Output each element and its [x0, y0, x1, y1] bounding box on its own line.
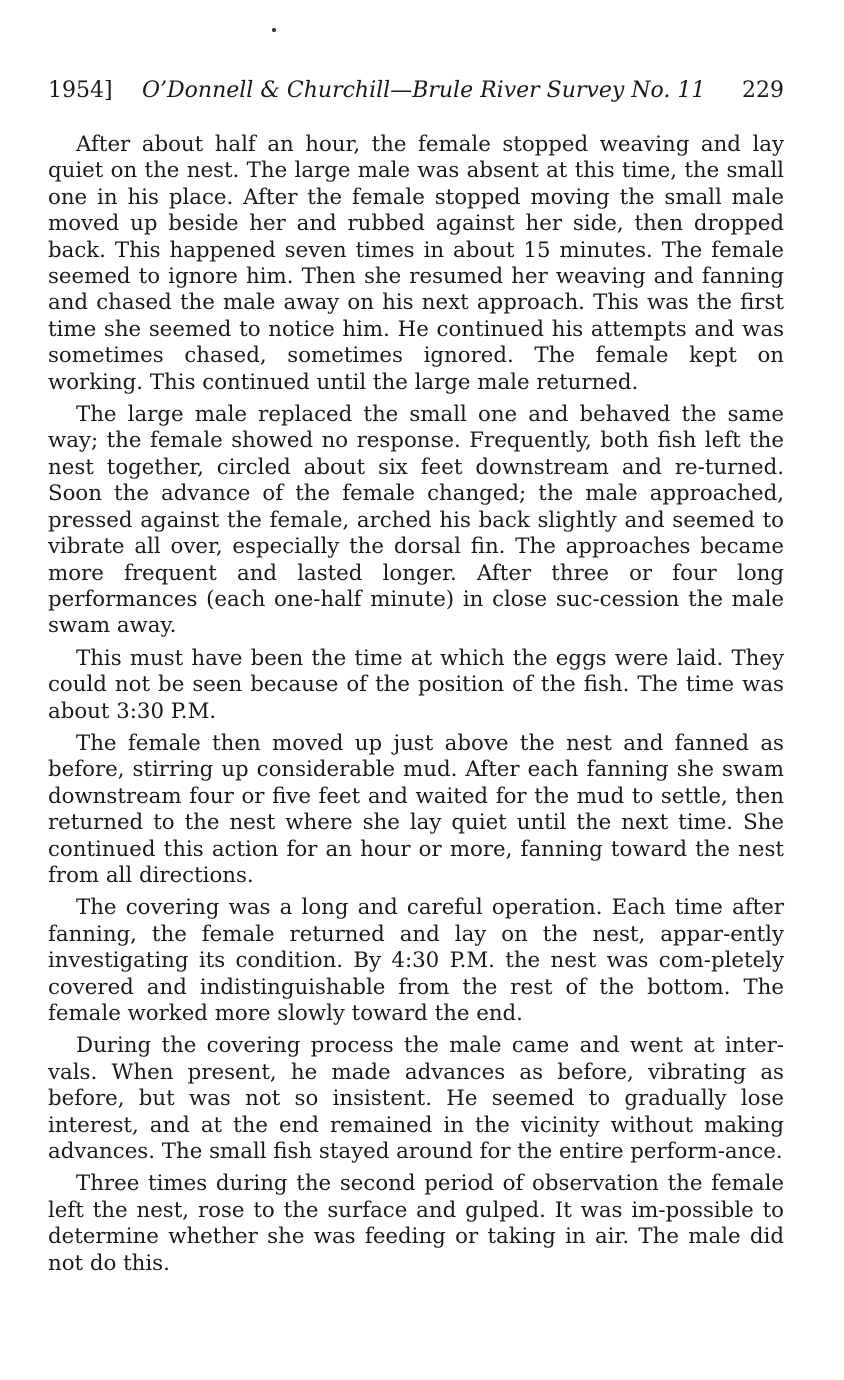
paragraph-3: This must have been the time at which the eggs were laid. They could not be seen because of the position of the fish. The time was about 3:30 P.M.	[48, 645, 784, 724]
paragraph-1: After about half an hour, the female stopped weaving and lay quiet on the nest. The large male was absent at this time, the small one in his place. After the female stopped moving the small male moved up beside her and rubbed against her side, then dropped back. This happened seven times in about 15 minutes. The female seemed to ignore him. Then she resumed her weaving and fanning and chased the male away on his next approach. This was the first time she seemed to notice him. He continued his attempts and was sometimes chased, sometimes ignored. The female kept on working. This continued until the large male returned.	[48, 132, 784, 395]
paragraph-7: Three times during the second period of observation the female left the nest, rose to the surface and gulped. It was im-possible to determine whether she was feeding or taking in air. The male did not do this.	[48, 1171, 784, 1276]
print-speck	[272, 28, 276, 32]
page-number: 229	[742, 78, 784, 103]
header-year: 1954]	[48, 78, 113, 103]
paragraph-2: The large male replaced the small one and behaved the same way; the female showed no response. Frequently, both fish left the nest together, circled about six feet downstream and re-turned. Soon the advance of the female changed; the male approached, pressed against the female, arched his back slightly and seemed to vibrate all over, especially the dorsal fin. The approaches became more frequent and lasted longer. After three or four long performances (each one-half minute) in close suc-cession the male swam away.	[48, 402, 784, 639]
paragraph-5: The covering was a long and careful operation. Each time after fanning, the female returned and lay on the nest, appar-ently investigating its condition. By 4:30 P.M. the nest was com-pletely covered and indistinguishable from the rest of the bottom. The female worked more slowly toward the end.	[48, 895, 784, 1026]
header-running-title: O’Donnell & Churchill—Brule River Survey No. 11	[142, 78, 706, 103]
paragraph-6: During the covering process the male came and went at inter-vals. When present, he made advances as before, vibrating as before, but was not so insistent. He seemed to gradually lose interest, and at the end remained in the vicinity without making advances. The small fish stayed around for the entire perform-ance.	[48, 1033, 784, 1165]
running-header	[48, 76, 784, 106]
body-text	[48, 132, 784, 1283]
paragraph-4: The female then moved up just above the nest and fanned as before, stirring up considerable mud. After each fanning she swam downstream four or five feet and waited for the mud to settle, then returned to the nest where she lay quiet until the next time. She continued this action for an hour or more, fanning toward the nest from all directions.	[48, 730, 784, 888]
